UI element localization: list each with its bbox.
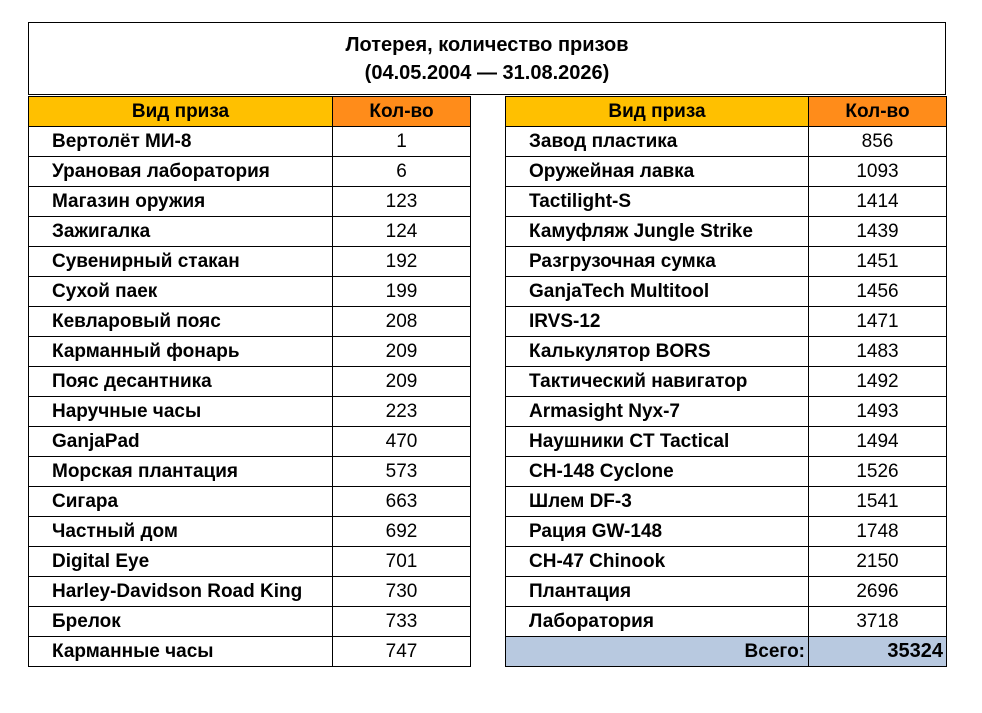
table-row (506, 307, 947, 337)
title-line-2: (04.05.2004 — 31.08.2026) (364, 61, 610, 84)
prize-qty-cell: 573 (333, 457, 471, 487)
table-row (29, 517, 471, 547)
prize-name-cell: Завод пластика (506, 127, 809, 157)
right-prize-header: Вид приза (506, 97, 809, 127)
prize-name-cell: Пояс десантника (29, 367, 333, 397)
prize-qty-cell: 192 (333, 247, 471, 277)
table-row (29, 397, 471, 427)
prize-name-cell: Урановая лаборатория (29, 157, 333, 187)
prize-qty-cell: 199 (333, 277, 471, 307)
prize-qty-cell: 2696 (809, 577, 947, 607)
table-row (506, 247, 947, 277)
left-header-row (29, 97, 471, 127)
prize-name-cell: Разгрузочная сумка (506, 247, 809, 277)
prize-qty-cell: 2150 (809, 547, 947, 577)
table-row (29, 127, 471, 157)
left-prize-table (28, 96, 471, 667)
left-qty-header: Кол-во (333, 97, 471, 127)
table-row (29, 547, 471, 577)
prize-name-cell: Digital Eye (29, 547, 333, 577)
table-row (29, 157, 471, 187)
prize-qty-cell: 209 (333, 367, 471, 397)
prize-name-cell: CH-148 Cyclone (506, 457, 809, 487)
table-row (29, 247, 471, 277)
prize-qty-cell: 1492 (809, 367, 947, 397)
table-row (506, 337, 947, 367)
prize-name-cell: Брелок (29, 607, 333, 637)
prize-qty-cell: 1483 (809, 337, 947, 367)
table-row (506, 397, 947, 427)
prize-name-cell: Сувенирный стакан (29, 247, 333, 277)
prize-name-cell: Сигара (29, 487, 333, 517)
table-row (29, 337, 471, 367)
table-title (28, 22, 946, 95)
table-row (506, 607, 947, 637)
table-row (29, 277, 471, 307)
prize-name-cell: Tactilight-S (506, 187, 809, 217)
left-prize-header: Вид приза (29, 97, 333, 127)
prize-qty-cell: 1093 (809, 157, 947, 187)
prize-name-cell: Наручные часы (29, 397, 333, 427)
table-row (506, 277, 947, 307)
prize-name-cell: Магазин оружия (29, 187, 333, 217)
table-row (29, 217, 471, 247)
prize-qty-cell: 733 (333, 607, 471, 637)
prize-name-cell: Карманный фонарь (29, 337, 333, 367)
prize-qty-cell: 6 (333, 157, 471, 187)
table-row (506, 457, 947, 487)
prize-name-cell: Сухой паек (29, 277, 333, 307)
prize-name-cell: Кевларовый пояс (29, 307, 333, 337)
right-table-body (506, 127, 947, 637)
prize-qty-cell: 1471 (809, 307, 947, 337)
prize-qty-cell: 1493 (809, 397, 947, 427)
prize-name-cell: Тактический навигатор (506, 367, 809, 397)
prize-qty-cell: 1494 (809, 427, 947, 457)
prize-qty-cell: 730 (333, 577, 471, 607)
prize-name-cell: Карманные часы (29, 637, 333, 667)
table-row (29, 427, 471, 457)
prize-name-cell: Плантация (506, 577, 809, 607)
prize-name-cell: Наушники CT Tactical (506, 427, 809, 457)
table-row (29, 637, 471, 667)
prize-name-cell: Harley-Davidson Road King (29, 577, 333, 607)
table-row (506, 427, 947, 457)
prize-name-cell: Шлем DF-3 (506, 487, 809, 517)
prize-qty-cell: 701 (333, 547, 471, 577)
prize-name-cell: CH-47 Chinook (506, 547, 809, 577)
right-header-row (506, 97, 947, 127)
prize-qty-cell: 747 (333, 637, 471, 667)
table-row (29, 607, 471, 637)
prize-name-cell: GanjaPad (29, 427, 333, 457)
prize-qty-cell: 1 (333, 127, 471, 157)
prize-qty-cell: 470 (333, 427, 471, 457)
table-row (29, 307, 471, 337)
prize-qty-cell: 124 (333, 217, 471, 247)
prize-name-cell: Лаборатория (506, 607, 809, 637)
prize-name-cell: Оружейная лавка (506, 157, 809, 187)
table-row (506, 547, 947, 577)
table-row (506, 217, 947, 247)
table-row (29, 187, 471, 217)
table-row (29, 487, 471, 517)
prize-name-cell: Рация GW-148 (506, 517, 809, 547)
table-row (506, 517, 947, 547)
title-line-1: Лотерея, количество призов (345, 33, 629, 56)
prize-qty-cell: 3718 (809, 607, 947, 637)
prize-qty-cell: 1439 (809, 217, 947, 247)
prize-qty-cell: 663 (333, 487, 471, 517)
prize-qty-cell: 692 (333, 517, 471, 547)
table-row (506, 187, 947, 217)
prize-name-cell: Камуфляж Jungle Strike (506, 217, 809, 247)
table-row (29, 577, 471, 607)
prize-qty-cell: 1541 (809, 487, 947, 517)
table-row (29, 367, 471, 397)
prize-qty-cell: 1748 (809, 517, 947, 547)
left-table-body (29, 127, 471, 667)
prize-qty-cell: 1451 (809, 247, 947, 277)
total-row (506, 637, 947, 667)
prize-name-cell: IRVS-12 (506, 307, 809, 337)
prize-qty-cell: 123 (333, 187, 471, 217)
prize-name-cell: Морская плантация (29, 457, 333, 487)
prize-name-cell: Калькулятор BORS (506, 337, 809, 367)
prize-qty-cell: 1526 (809, 457, 947, 487)
prize-qty-cell: 209 (333, 337, 471, 367)
prize-qty-cell: 1414 (809, 187, 947, 217)
right-qty-header: Кол-во (809, 97, 947, 127)
table-row (506, 367, 947, 397)
prize-name-cell: Частный дом (29, 517, 333, 547)
prize-name-cell: Вертолёт МИ-8 (29, 127, 333, 157)
prize-qty-cell: 1456 (809, 277, 947, 307)
prize-qty-cell: 856 (809, 127, 947, 157)
total-value: 35324 (809, 637, 947, 667)
right-prize-table (505, 96, 947, 667)
prize-name-cell: Armasight Nyx-7 (506, 397, 809, 427)
table-row (506, 127, 947, 157)
table-row (506, 577, 947, 607)
table-row (506, 487, 947, 517)
prize-name-cell: GanjaTech Multitool (506, 277, 809, 307)
prize-qty-cell: 223 (333, 397, 471, 427)
prize-name-cell: Зажигалка (29, 217, 333, 247)
prize-qty-cell: 208 (333, 307, 471, 337)
table-row (506, 157, 947, 187)
total-label: Всего: (506, 637, 809, 667)
table-row (29, 457, 471, 487)
